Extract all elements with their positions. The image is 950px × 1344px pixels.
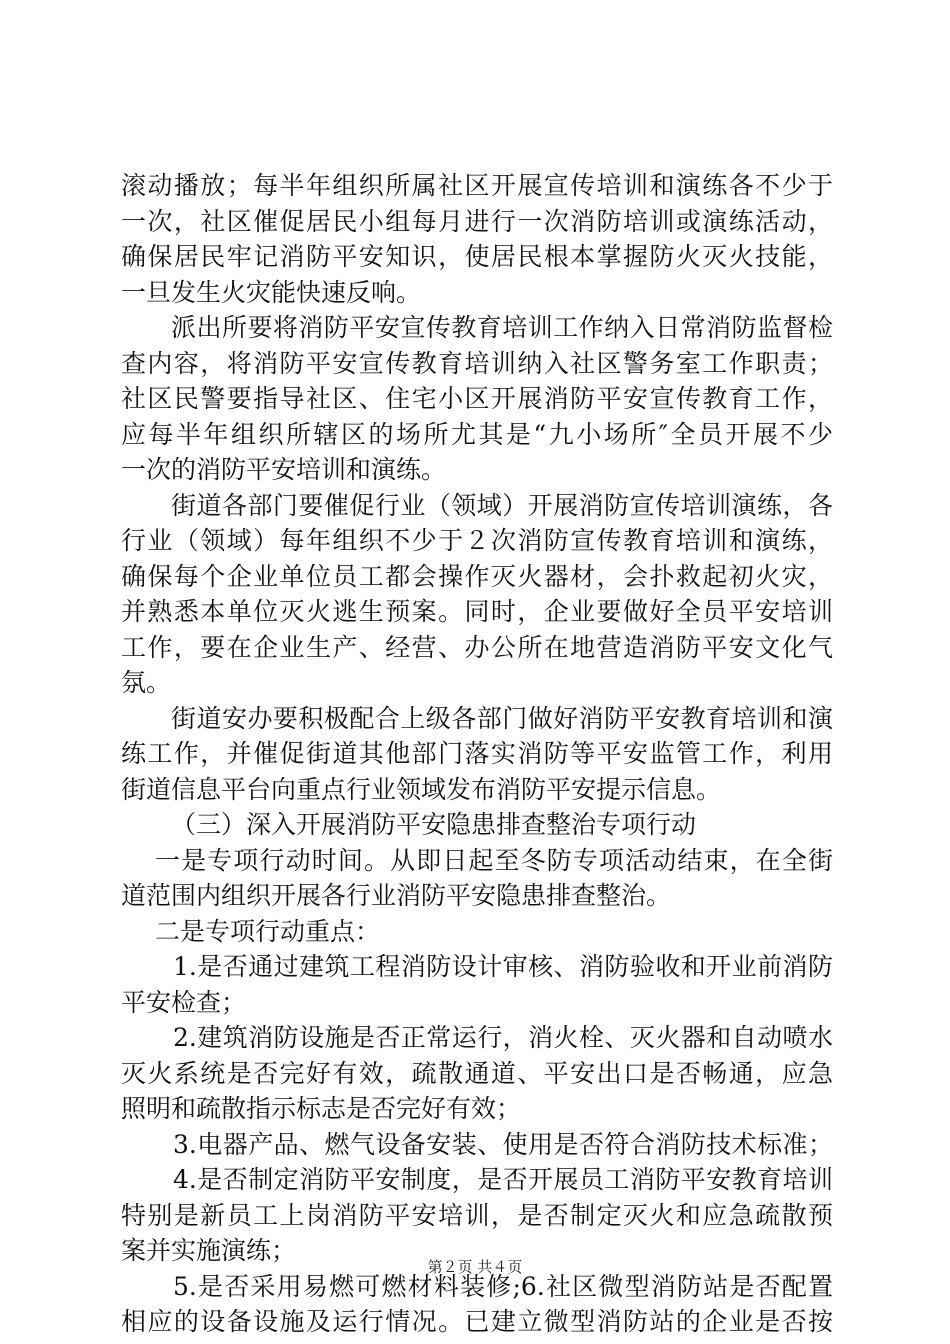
text-line: 确保每个企业单位员工都会操作灭火器材，会扑救起初火灾， xyxy=(121,561,833,591)
list-item: 4.是否制定消防平安制度，是否开展员工消防平安教育培训 xyxy=(173,1165,833,1194)
text-line: 行业（领域）每年组织不少于２次消防宣传教育培训和演练， xyxy=(121,526,833,555)
text-line: 一旦发生火灾能快速反响。 xyxy=(121,277,422,307)
list-item: 2.建筑消防设施是否正常运行，消火栓、灭火器和自动喷水 xyxy=(173,1023,833,1052)
text-line: 滚动播放；每半年组织所属社区开展宣传培训和演练各不少于 xyxy=(121,171,833,200)
text-line: 街道安办要积极配合上级各部门做好消防平安教育培训和演 xyxy=(171,703,833,733)
list-item: 3.电器产品、燃气设备安装、使用是否符合消防技术标准； xyxy=(173,1129,833,1159)
list-item: 5.是否采用易燃可燃材料装修;6.社区微型消防站是否配置 xyxy=(173,1271,833,1301)
text-line: 一次的消防平安培训和演练。 xyxy=(121,455,447,484)
text-line: 工作，要在企业生产、经营、办公所在地营造消防平安文化气 xyxy=(121,632,833,662)
text-line: 灭火系统是否完好有效，疏散通道、平安出口是否畅通，应急 xyxy=(121,1058,833,1088)
text-line: 派出所要将消防平安宣传教育培训工作纳入日常消防监督检 xyxy=(171,313,833,342)
text-line: 街道各部门要催促行业（领域）开展消防宣传培训演练，各 xyxy=(171,490,833,520)
text-line: 道范围内组织开展各行业消防平安隐患排查整治。 xyxy=(121,881,672,910)
text-line: 相应的设备设施及运行情况。已建立微型消防站的企业是否按 xyxy=(121,1307,833,1336)
text-line: 应每半年组织所辖区的场所尤其是“九小场所″全员开展不少 xyxy=(121,419,833,449)
text-line: 练工作，并催促街道其他部门落实消防等平安监管工作，利用 xyxy=(121,739,833,768)
text-line: 一次，社区催促居民小组每月进行一次消防培训或演练活动， xyxy=(121,206,833,236)
text-line: 平安检查； xyxy=(121,987,247,1017)
text-line: 一是专项行动时间。从即日起至冬防专项活动结束，在全街 xyxy=(155,845,833,875)
text-line: 查内容，将消防平安宣传教育培训纳入社区警务室工作职责； xyxy=(121,348,833,378)
text-line: 二是专项行动重点： xyxy=(155,916,381,946)
text-line: 并熟悉本单位灭火逃生预案。同时，企业要做好全员平安培训 xyxy=(121,597,833,626)
text-line: 街道信息平台向重点行业领域发布消防平安提示信息。 xyxy=(121,774,722,804)
text-line: 案并实施演练； xyxy=(121,1236,297,1265)
text-line: 氛。 xyxy=(121,668,172,697)
document-body xyxy=(121,168,833,1340)
list-item: 1.是否通过建筑工程消防设计审核、消防验收和开业前消防 xyxy=(173,952,833,981)
section-heading: （三）深入开展消防平安隐患排查整治专项行动 xyxy=(171,810,697,839)
text-line: 特别是新员工上岗消防平安培训，是否制定灭火和应急疏散预 xyxy=(121,1200,833,1230)
page-number: 第２页 共４页 xyxy=(427,1258,523,1276)
text-line: 确保居民牢记消防平安知识，使居民根本掌握防火灭火技能， xyxy=(121,242,833,271)
text-line: 照明和疏散指示标志是否完好有效； xyxy=(121,1094,522,1123)
text-line: 社区民警要指导社区、住宅小区开展消防平安宣传教育工作， xyxy=(121,384,833,413)
